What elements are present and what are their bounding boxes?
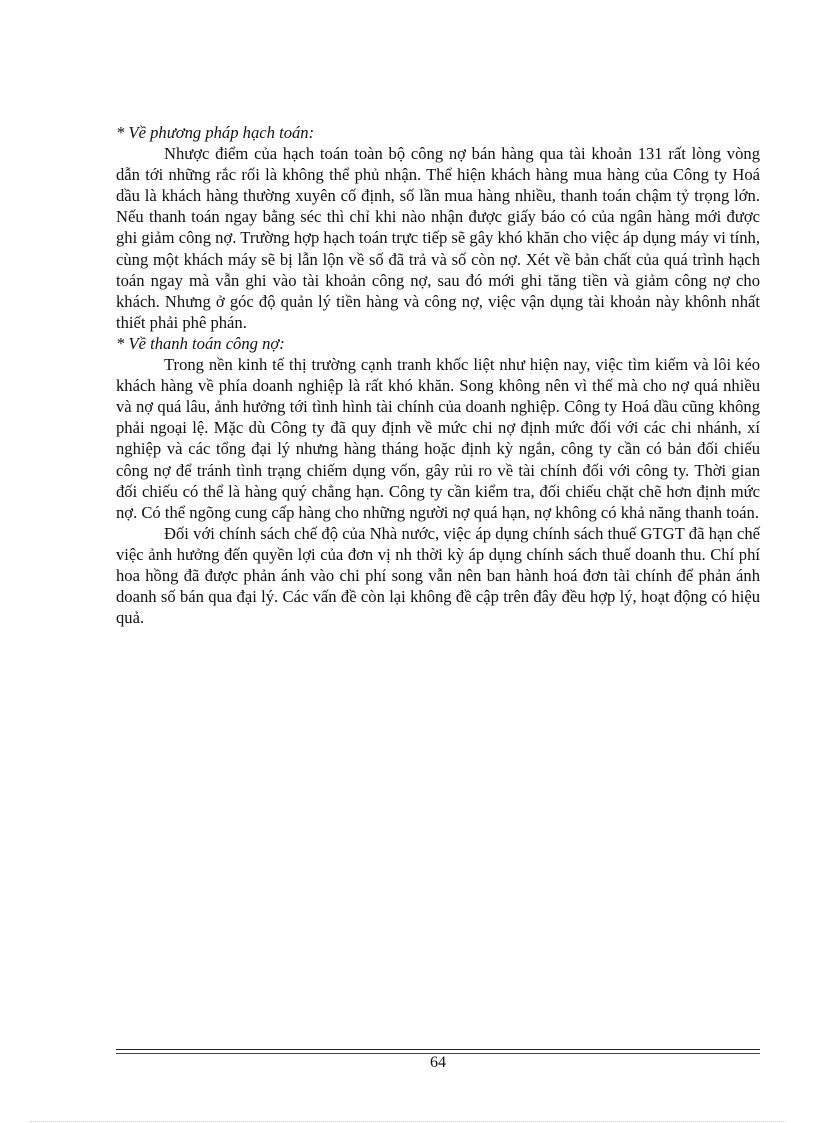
page-number: 64 <box>430 1054 446 1071</box>
footer-divider <box>116 1049 760 1050</box>
paragraph-debt-payment-1: Trong nền kinh tế thị trường cạnh tranh khốc liệt như hiện nay, việc tìm kiếm và lôi kéo khách hàng về phía doanh nghiệp là rất khó khăn. Song không nên vì thế mà cho nợ quá nhiều và nợ quá lâu, ảnh hưởng tới tình hình tài chính của doanh nghiệp. Công ty Hoá dầu cũng không phải ngoại lệ. Mặc dù Công ty đã quy định về mức chi nợ định mức đối với các chi nhánh, xí nghiệp và các tổng đại lý nhưng hàng tháng hoặc định kỳ ngắn, công ty cần có bản đối chiếu công nợ để tránh tình trạng chiếm dụng vốn, gây rủi ro về tài chính đối với công ty. Thời gian đối chiếu có thể là hàng quý chẳng hạn. Công ty cần kiểm tra, đối chiếu chặt chẽ hơn định mức nợ. Có thể ngõng cung cấp hàng cho những người nợ quá hạn, nợ không có khả năng thanh toán. <box>116 355 760 522</box>
paragraph-accounting-method: Nhược điểm của hạch toán toàn bộ công nợ bán hàng qua tài khoản 131 rất lòng vòng dẫn tới những rắc rối là không thể phủ nhận. Thể hiện khách hàng mua hàng của Công ty Hoá dầu là khách hàng thường xuyên cố định, số lần mua hàng nhiều, thanh toán chậm tỷ trọng lớn. Nếu thanh toán ngay bằng séc thì chỉ khi nào nhận được giấy báo có của ngân hàng mới được ghi giảm công nợ. Trường hợp hạch toán trực tiếp sẽ gây khó khăn cho việc áp dụng máy vi tính, cùng một khách máy sẽ bị lẫn lộn về số đã trả và số còn nợ. Xét về bản chất của quá trình hạch toán ngay mà vẫn ghi vào tài khoản công nợ, sau đó mới ghi tăng tiền và giảm công nợ cho khách. Nhưng ở góc độ quản lý tiền hàng và công nợ, việc vận dụng tài khoản này khônh nhất thiết phải phê phán. <box>116 144 760 332</box>
section-heading-debt-payment: * Về thanh toán công nợ: <box>116 333 285 353</box>
page-bottom-border <box>30 1121 786 1122</box>
page-body <box>116 122 760 628</box>
section-heading-accounting-method: * Về phương pháp hạch toán: <box>116 123 315 142</box>
paragraph-debt-payment-2: Đối với chính sách chế độ của Nhà nước, việc áp dụng chính sách thuế GTGT đã hạn chế việc ảnh hưởng đến quyền lợi của đơn vị nh thời kỳ áp dụng chính sách thuế doanh thu. Chí phí hoa hồng đã được phản ánh vào chi phí song vẫn nên ban hành hoá đơn tài chính để phản ánh doanh số bán qua đại lý. Các vấn đề còn lại không đề cập trên đây đều hợp lý, hoạt động có hiệu quả. <box>116 523 760 628</box>
